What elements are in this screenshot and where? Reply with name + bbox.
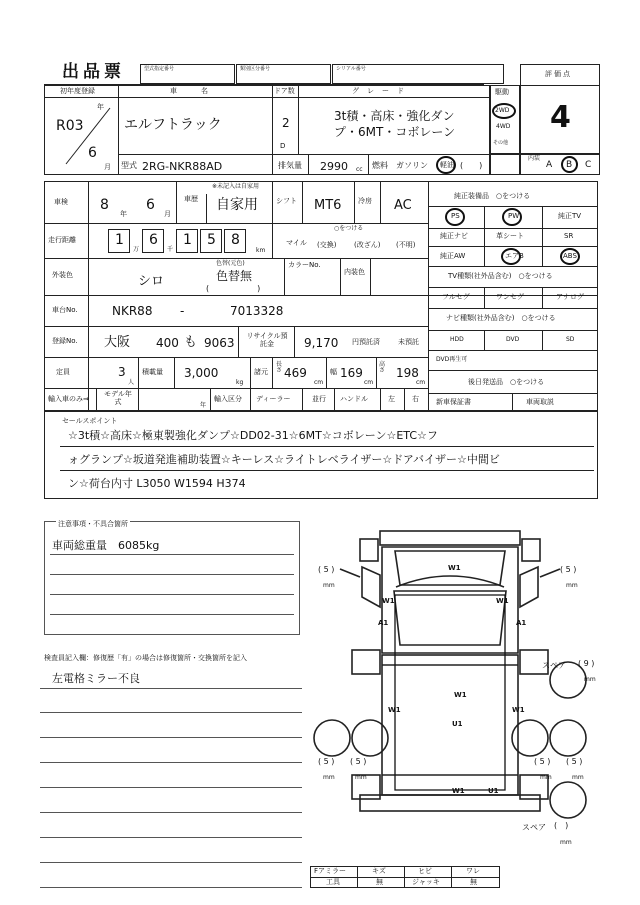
- door-unit: D: [280, 142, 286, 150]
- color-number-label: カラーNo.: [288, 261, 321, 269]
- miles-label: マイル: [286, 239, 307, 247]
- fuel-label: 燃料: [372, 161, 388, 170]
- inspection-label: 車検: [54, 198, 68, 206]
- damage-w1-roof: W1: [448, 564, 461, 572]
- history-label: 車歴: [184, 195, 198, 203]
- original-color: ( ): [206, 284, 261, 293]
- tread-rear-right-inner: ( 5 ): [534, 757, 551, 766]
- registration-label: 登録No.: [52, 337, 78, 345]
- import-only-label: 輸入車のみ⇒: [48, 395, 89, 403]
- exchange-label: (交換): [317, 241, 337, 249]
- cc-unit: cc: [356, 166, 363, 173]
- option-abs: ABS: [563, 252, 577, 260]
- option-pw-circle: [502, 208, 522, 226]
- displacement-value: 2990: [320, 160, 348, 173]
- option-airbag-circle: [501, 248, 521, 265]
- option-leather: 革シート: [496, 232, 524, 240]
- owner-manual: 車両取説: [526, 398, 554, 406]
- designation-number-label: 型式指定番号: [144, 66, 175, 72]
- damage-u1-bed: U1: [452, 720, 463, 728]
- option-oem-navi: 純正ナビ: [440, 232, 468, 240]
- registration-number: 9063: [204, 336, 235, 350]
- tread-unit: mm: [323, 774, 335, 781]
- damage-a1-right: A1: [516, 619, 527, 627]
- registration-kana: も: [184, 335, 198, 350]
- dims-label: 諸元: [254, 368, 268, 376]
- registration-area: 大阪: [104, 335, 131, 350]
- legend-header: ワレ: [466, 867, 480, 875]
- recycle-paid: 円預託済: [352, 338, 380, 346]
- page-title: 出品票: [62, 62, 125, 82]
- capacity-value: 3: [118, 365, 126, 379]
- tread-unit: mm: [566, 582, 578, 589]
- history-note: ※未記入は自家用: [212, 183, 260, 190]
- import-dealer: ディーラー: [256, 395, 291, 403]
- color-value: シロ: [138, 274, 165, 289]
- handle-label: ハンドル: [340, 395, 368, 403]
- tread-unit: mm: [572, 774, 584, 781]
- length-value: 469: [284, 366, 307, 380]
- unknown-label: (不明): [396, 241, 416, 249]
- drive-label: 駆動: [495, 88, 509, 96]
- registration-class: 400: [156, 336, 179, 350]
- fuel-diesel-circle: [436, 156, 456, 174]
- mileage-digit: 5: [207, 232, 216, 248]
- load-label: 積載量: [142, 368, 163, 376]
- inspector-line: 左電格ミラー不良: [52, 672, 140, 685]
- tv-oneseg: ワンセグ: [496, 293, 524, 301]
- recycle-amount: 9,170: [304, 336, 339, 350]
- damage-w1-bed: W1: [454, 691, 467, 699]
- length-unit: cm: [314, 379, 324, 386]
- month-char: 月: [104, 163, 111, 171]
- history-value: 自家用: [216, 197, 258, 213]
- spare-label-bottom: スペア: [522, 823, 546, 832]
- tread-unit: mm: [560, 839, 572, 846]
- rating-value: 4: [550, 100, 571, 135]
- first-registration-label: 初年度登録: [60, 87, 95, 95]
- navi-sd: SD: [566, 336, 575, 343]
- inspection-month-unit: 月: [164, 210, 171, 218]
- model-year-unit: 年: [200, 402, 207, 409]
- handle-left: 左: [388, 395, 395, 403]
- option-pw: PW: [508, 212, 520, 220]
- damage-w1-right: W1: [496, 597, 509, 605]
- drive-other: その他: [493, 140, 509, 146]
- fuel-gasoline: ガソリン: [396, 161, 428, 170]
- mileage-digit: 1: [183, 232, 192, 248]
- registration-month: 6: [88, 145, 97, 161]
- shift-value: MT6: [314, 198, 342, 213]
- tread-rear-right: ( 5 ): [566, 757, 583, 766]
- chassis-label: 車台No.: [52, 306, 78, 314]
- height-value: 198: [396, 366, 419, 380]
- altered-label: (改ざん): [354, 241, 381, 249]
- mileage-digit: 8: [231, 232, 240, 248]
- vehicle-damage-diagram: [300, 525, 600, 870]
- spare-tread-bottom: ( ): [554, 821, 569, 830]
- drive-4wd: 4WD: [496, 123, 511, 130]
- damage-w1-left: W1: [382, 597, 395, 605]
- height-unit: cm: [416, 379, 426, 386]
- option-sr: SR: [564, 232, 574, 240]
- grade-line-1: 3t積・高床・強化ダン: [334, 109, 455, 123]
- notes-line: 車両総重量 6085kg: [52, 539, 160, 552]
- option-oem-tv: 純正TV: [558, 212, 582, 220]
- grade-line-2: プ・6MT・コボレーン: [334, 125, 456, 139]
- model-year-label: モデル年式: [104, 390, 132, 406]
- interior-a: A: [546, 160, 553, 170]
- legend-value: 無: [470, 878, 477, 886]
- damage-w1-bed-right: W1: [512, 706, 525, 714]
- tv-type-title: TV種類(社外品含む) ○をつける: [448, 272, 553, 280]
- notes-label: 注意事項・不具合箇所: [58, 520, 128, 528]
- legend-header: ヒビ: [418, 867, 432, 875]
- displacement-label: 排気量: [278, 161, 302, 170]
- drive-2wd-circle: [492, 103, 516, 119]
- shift-label: シフト: [276, 197, 297, 205]
- recycle-label: リサイクル預託金: [246, 332, 288, 349]
- model-label: 型式: [121, 161, 137, 170]
- dvd-playback: DVD再生可: [436, 356, 468, 363]
- tv-analog: アナログ: [556, 293, 584, 301]
- damage-w1-bed-left: W1: [388, 706, 401, 714]
- tread-rear-left-inner: ( 5 ): [350, 757, 367, 766]
- tread-unit: mm: [355, 774, 367, 781]
- kg-unit: kg: [236, 379, 244, 386]
- tread-rear-left: ( 5 ): [318, 757, 335, 766]
- load-value: 3,000: [184, 366, 219, 380]
- mileage-circle-note: ○をつける: [334, 225, 364, 232]
- person-unit: 人: [128, 379, 135, 386]
- door-count-value: 2: [282, 116, 290, 130]
- handle-right: 右: [412, 395, 419, 403]
- drive-2wd: 2WD: [495, 107, 510, 114]
- fuel-diesel: 軽油: [440, 161, 454, 169]
- capacity-label: 定員: [56, 368, 70, 376]
- ac-label: 冷房: [358, 197, 372, 205]
- tv-fullseg: フルセグ: [442, 293, 470, 301]
- oem-equipment-title: 純正装備品 ○をつける: [454, 192, 531, 200]
- grade-label: グレード: [352, 87, 412, 95]
- ac-value: AC: [394, 198, 412, 213]
- color-change-label: 色替(元色): [216, 260, 245, 267]
- tread-unit: mm: [584, 676, 596, 683]
- after-shipment-title: 後日発送品 ○をつける: [468, 378, 545, 386]
- option-ps: PS: [451, 212, 460, 220]
- tread-front-left: ( 5 ): [318, 565, 335, 574]
- legend-value: 工具: [326, 878, 340, 886]
- chassis-dash: -: [180, 304, 185, 318]
- registration-era-year: R03: [56, 118, 84, 134]
- category-number-label: 類別区分番号: [240, 66, 271, 72]
- year-char: 年: [97, 103, 104, 111]
- mileage-label: 走行距離: [48, 236, 76, 244]
- damage-a1-left: A1: [378, 619, 389, 627]
- width-unit: cm: [364, 379, 374, 386]
- navi-hdd: HDD: [450, 336, 464, 343]
- length-label: 長さ: [276, 361, 283, 374]
- legend-value: ジャッキ: [412, 878, 440, 886]
- interior-c: C: [585, 160, 592, 170]
- legend-header: Fアミラー: [314, 867, 347, 875]
- option-ps-circle: [445, 208, 465, 226]
- tread-unit: mm: [323, 582, 335, 589]
- damage-w1-rear: W1: [452, 787, 465, 795]
- new-car-warranty: 新車保証書: [436, 398, 471, 406]
- color-change-value: 色替無: [216, 269, 253, 283]
- option-abs-circle: [560, 248, 580, 265]
- interior-b: B: [566, 160, 573, 170]
- int-color-label: 内装色: [344, 268, 365, 276]
- ext-color-label: 外装色: [52, 271, 73, 279]
- serial-number-label: シリアル番号: [336, 66, 366, 72]
- navi-dvd: DVD: [506, 336, 520, 343]
- inspection-month: 6: [146, 197, 155, 213]
- fuel-other: ( ): [460, 161, 483, 170]
- option-airbag: エアB: [505, 252, 524, 260]
- chassis-number: 7013328: [230, 304, 284, 318]
- legend-value: 無: [376, 878, 383, 886]
- selling-point-line: ☆3t積☆高床☆極東製強化ダンプ☆DD02-31☆6MT☆コボレーン☆ETC☆フ: [68, 429, 438, 442]
- interior-label: 内装: [528, 155, 541, 162]
- door-count-label: ドア数: [274, 87, 295, 95]
- km-unit: km: [256, 247, 266, 254]
- legend-header: キズ: [372, 867, 386, 875]
- damage-u1-rear: U1: [488, 787, 499, 795]
- man-unit: 万: [133, 246, 140, 253]
- import-parallel: 並行: [312, 395, 326, 403]
- recycle-unpaid: 未預託: [398, 338, 419, 346]
- width-value: 169: [340, 366, 363, 380]
- tread-unit: mm: [540, 774, 552, 781]
- option-oem-aw: 純正AW: [440, 252, 466, 260]
- navi-type-title: ナビ種類(社外品含む) ○をつける: [446, 314, 556, 322]
- import-type-label: 輸入区分: [214, 395, 242, 403]
- selling-point-line: ォグランプ☆坂道発進補助装置☆キーレス☆ライトレベライザー☆ドアバイザー☆中間ビ: [68, 453, 500, 466]
- sen-unit: 千: [167, 246, 174, 253]
- selling-points-label: セールスポイント: [62, 417, 118, 425]
- height-label: 高さ: [379, 361, 386, 374]
- interior-b-circle: [561, 156, 578, 173]
- width-label: 幅: [330, 368, 337, 376]
- chassis-model: NKR88: [112, 304, 153, 318]
- model-value: 2RG-NKR88AD: [142, 160, 223, 173]
- inspection-year-unit: 年: [120, 210, 127, 218]
- tread-front-right: ( 5 ): [560, 565, 577, 574]
- rating-label: 評価点: [545, 70, 572, 78]
- inspector-label: 検査員記入欄：修復歴「有」の場合は修復箇所・交換箇所を記入: [44, 654, 247, 662]
- selling-point-line: ン☆荷台内寸 L3050 W1594 H374: [68, 477, 246, 490]
- spare-label-top: スペア: [542, 661, 566, 670]
- spare-tread-top: ( 9 ): [578, 659, 595, 668]
- car-name-label: 車名: [170, 87, 232, 95]
- mileage-digit: 6: [149, 232, 158, 248]
- mileage-digit: 1: [115, 232, 124, 248]
- car-name-value: エルフトラック: [124, 117, 222, 133]
- inspection-year: 8: [100, 197, 109, 213]
